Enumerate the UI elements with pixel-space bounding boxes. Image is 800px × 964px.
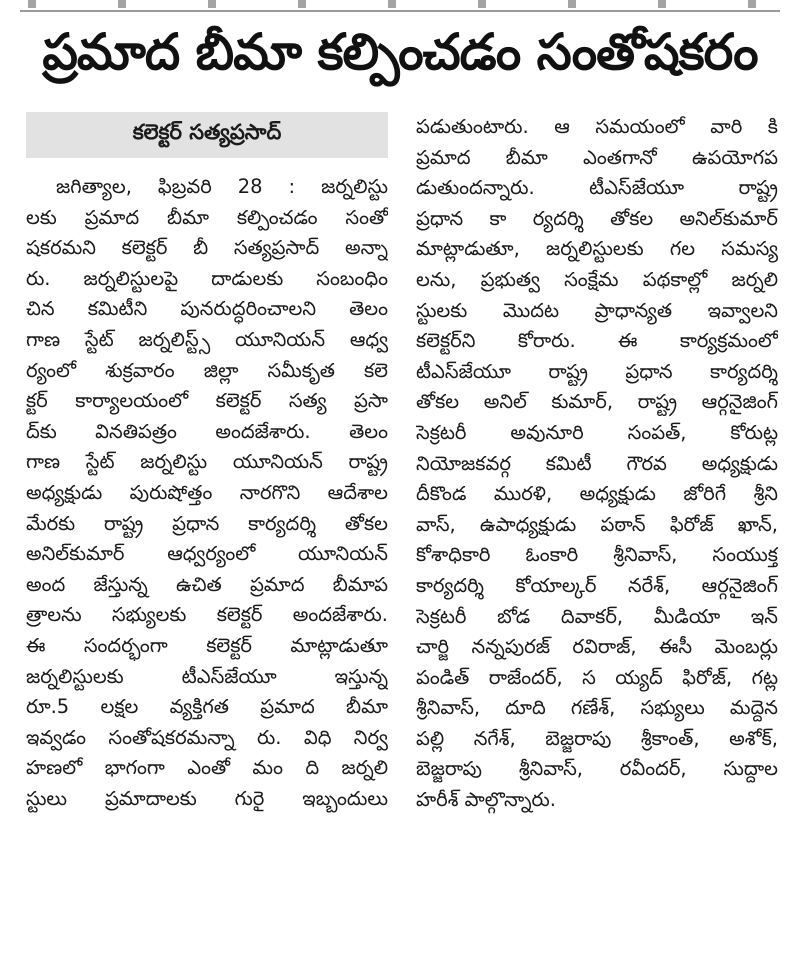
- text-line: జర్నలిస్టులకు టీఎస్‌జేయూ ఇస్తున్న: [26, 664, 388, 688]
- article-body: [26, 112, 780, 896]
- text-line: శ్రీనివాస్, దూది గణేశ్, సభ్యులు మద్దెన: [416, 696, 778, 720]
- text-line: రూ.5 లక్షల వ్యక్తిగత ప్రమాద బీమా: [26, 695, 388, 719]
- text-line: లను, ప్రభుత్వ సంక్షేమ పథకాల్లో జర్నలి: [416, 267, 778, 291]
- text-line: పడుతుంటారు. ఆ సమయంలో వారి కి: [416, 115, 778, 138]
- text-line: బెజ్జరాపు శ్రీనివాస్, రవీందర్, సుద్దాల: [416, 757, 778, 781]
- text-line: త్రాలను సభ్యులకు కలెక్టర్ అందజేశారు.: [26, 603, 388, 627]
- text-line: కార్యదర్శి కోయాల్కర్ నరేశ్, ఆర్గనైజింగ్: [416, 573, 778, 597]
- text-line: అంద జేస్తున్న ఉచిత ప్రమాద బీమాప: [26, 572, 388, 596]
- column-left: [26, 112, 388, 896]
- column-right: [416, 112, 778, 896]
- text-line: ప్రధాన కా ర్యదర్శి తోకల అనిల్‌కుమార్: [416, 206, 778, 230]
- text-line: చార్జి నన్నపురజ్ రవిరాజ్, ఈసీ మెంబర్లు: [416, 635, 778, 659]
- text-line: సెక్రటరీ అవునూరి సంపత్, కోరుట్ల: [416, 420, 778, 444]
- text-line: దీకొండ మురళి, అధ్యక్షుడు జోరిగే శ్రీని: [416, 482, 778, 506]
- text-line: పల్లి నగేశ్, బెజ్జరాపు శ్రీకాంత్, అశోక్,: [416, 726, 778, 750]
- text-line: మేరకు రాష్ట్ర ప్రధాన కార్యదర్శి తోకల: [26, 511, 388, 535]
- top-divider: [20, 10, 780, 12]
- text-line: టీఎస్‌జేయూ రాష్ట్ర ప్రధాన కార్యదర్శి: [416, 359, 778, 383]
- text-line: ఇవ్వడం సంతోషకరమన్నా రు. విధి నిర్వ: [26, 725, 388, 749]
- text-line: తోకల అనిల్ కుమార్, రాష్ట్ర ఆర్గనైజింగ్: [416, 390, 778, 414]
- text-line: హణలో భాగంగా ఎంతో మం ది జర్నలి: [26, 756, 388, 780]
- text-line: నియోజకవర్గ కమిటీ గౌరవ అధ్యక్షుడు: [416, 451, 778, 475]
- next-headline-clip: [20, 904, 780, 964]
- text-line: సెక్రటరీ బోడ దివాకర్, మీడియా ఇన్: [416, 604, 778, 628]
- headline: ప్రమాద బీమా కల్పించడం సంతోషకరం: [42, 22, 758, 81]
- text-line: లకు ప్రమాద బీమా కల్పించడం సంతో: [26, 205, 388, 229]
- text-line: గాణ స్టేట్ జర్నలిస్టు యూనియన్ రాష్ట్ర: [26, 450, 388, 474]
- text-line: స్టులకు మొదట ప్రాధాన్యత ఇవ్వాలని: [416, 298, 778, 322]
- text-line: పండిత్ రాజేందర్, స య్యద్ ఫిరోజ్, గట్ల: [416, 665, 778, 689]
- text-line: అనిల్‌కుమార్ ఆధ్వర్యంలో యూనియన్: [26, 542, 388, 566]
- text-line: చిన కమిటీని పునరుద్ధరించాలని తెలం: [26, 297, 388, 321]
- text-line: మాట్లాడుతూ, జర్నలిస్టులకు గల సమస్య: [416, 237, 778, 261]
- text-line: ప్రమాద బీమా ఎంతగానో ఉపయోగప: [416, 145, 778, 169]
- text-line: ద్‌కు వినతిపత్రం అందజేశారు. తెలం: [26, 419, 388, 443]
- text-line: గాణ స్టేట్ జర్నలిస్ట్స్ యూనియన్ ఆధ్వ: [26, 327, 388, 351]
- text-line: హరీశ్ పాల్గొన్నారు.: [416, 788, 556, 812]
- text-line: కలెక్టర్‌ని కోరారు. ఈ కార్యక్రమంలో: [416, 329, 778, 353]
- text-line: షకరమని కలెక్టర్ బీ సత్యప్రసాద్ అన్నా: [26, 236, 388, 260]
- text-line: జగిత్యాల, ఫిబ్రవరి 28 : జర్నలిస్టు: [56, 175, 388, 198]
- text-line: అధ్యక్షుడు పురుషోత్తం నారగొని ఆదేశాల: [26, 480, 388, 504]
- text-line: కోశాధికారి ఓంకారి శ్రీనివాస్, సంయుక్త: [416, 543, 778, 567]
- text-line: వాస్, ఉపాధ్యక్షుడు పఠాన్ ఫిరోజ్ ఖాన్,: [416, 512, 778, 536]
- text-line: స్టులు ప్రమాదాలకు గురై ఇబ్బందులు: [26, 786, 388, 810]
- text-line: డుతుందన్నారు. టీఎస్‌జేయూ రాష్ట్ర: [416, 176, 778, 200]
- text-line: ర్యంలో శుక్రవారం జిల్లా సమీకృత కలె: [26, 358, 388, 382]
- byline: కలెక్టర్ సత్యప్రసాద్: [26, 112, 388, 158]
- text-line: రు. జర్నలిస్టులపై దాడులకు సంబంధిం: [26, 266, 388, 290]
- text-line: ఈ సందర్భంగా కలెక్టర్ మాట్లాడుతూ: [26, 633, 388, 657]
- previous-article-clip: [0, 0, 800, 8]
- text-line: క్టర్ కార్యాలయంలో కలెక్టర్ సత్య ప్రసా: [26, 389, 388, 413]
